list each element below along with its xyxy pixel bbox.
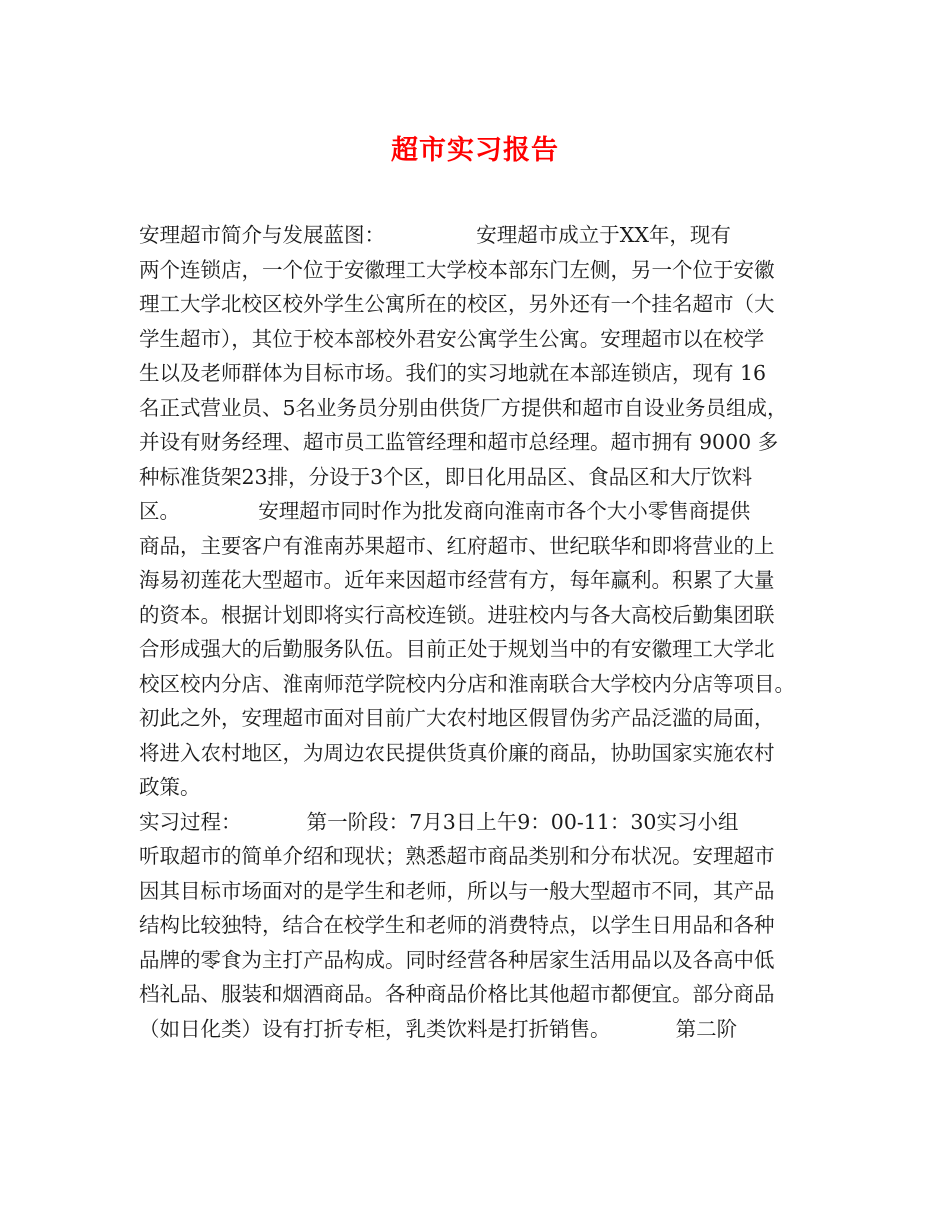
body-line: 理工大学北校区校外学生公寓所在的校区，另外还有一个挂名超市（大: [139, 292, 775, 316]
document-title: 超市实习报告: [391, 135, 559, 166]
body-line: 种标准货架23排，分设于3个区，即日化用品区、食品区和大厅饮料: [139, 464, 753, 489]
body-line: 初此之外，安理超市面对目前广大农村地区假冒伪劣产品泛滥的局面，: [139, 706, 775, 730]
body-line: 的资本。根据计划即将实行高校连锁。进驻校内与各大高校后勤集团联: [139, 602, 775, 627]
body-line: 安理超市简介与发展蓝图： 安理超市成立于XX年，现有: [139, 223, 731, 247]
body-line: 政策。: [139, 775, 201, 799]
body-line: 校区校内分店、淮南师范学院校内分店和淮南联合大学校内分店等项目。: [139, 671, 795, 696]
body-line: 将进入农村地区，为周边农民提供货真价廉的商品，协助国家实施农村: [139, 740, 775, 765]
body-line: 合形成强大的后勤服务队伍。目前正处于规划当中的有安徽理工大学北: [139, 637, 775, 661]
body-line: 档礼品、服装和烟酒商品。各种商品价格比其他超市都便宜。部分商品: [139, 982, 775, 1006]
body-line: 实习过程： 第一阶段：7月3日上午9：00-11：30实习小组: [139, 809, 739, 834]
body-line: （如日化类）设有打折专柜，乳类饮料是打折销售。 第二阶: [139, 1016, 738, 1041]
body-line: 学生超市），其位于校本部校外君安公寓学生公寓。安理超市以在校学: [139, 326, 765, 351]
body-line: 结构比较独特，结合在校学生和老师的消费特点，以学生日用品和各种: [139, 913, 775, 937]
body-line: 区。 安理超市同时作为批发商向淮南市各个大小零售商提供: [139, 499, 751, 523]
body-line: 商品，主要客户有淮南苏果超市、红府超市、世纪联华和即将营业的上: [139, 533, 775, 558]
body-line: 并设有财务经理、超市员工监管经理和超市总经理。超市拥有 9000 多: [139, 430, 779, 454]
body-line: 生以及老师群体为目标市场。我们的实习地就在本部连锁店，现有 16: [139, 361, 767, 385]
body-line: 名正式营业员、5名业务员分别由供货厂方提供和超市自设业务员组成，: [139, 395, 788, 420]
body-line: 两个连锁店，一个位于安徽理工大学校本部东门左侧，另一个位于安徽: [139, 257, 775, 282]
body-line: 品牌的零食为主打产品构成。同时经营各种居家生活用品以及各高中低: [139, 947, 775, 972]
body-line: 因其目标市场面对的是学生和老师，所以与一般大型超市不同，其产品: [139, 878, 775, 903]
body-line: 听取超市的简单介绍和现状；熟悉超市商品类别和分布状况。安理超市: [139, 844, 775, 868]
body-line: 海易初莲花大型超市。近年来因超市经营有方，每年赢利。积累了大量: [139, 568, 775, 592]
document-body: [139, 218, 829, 1046]
